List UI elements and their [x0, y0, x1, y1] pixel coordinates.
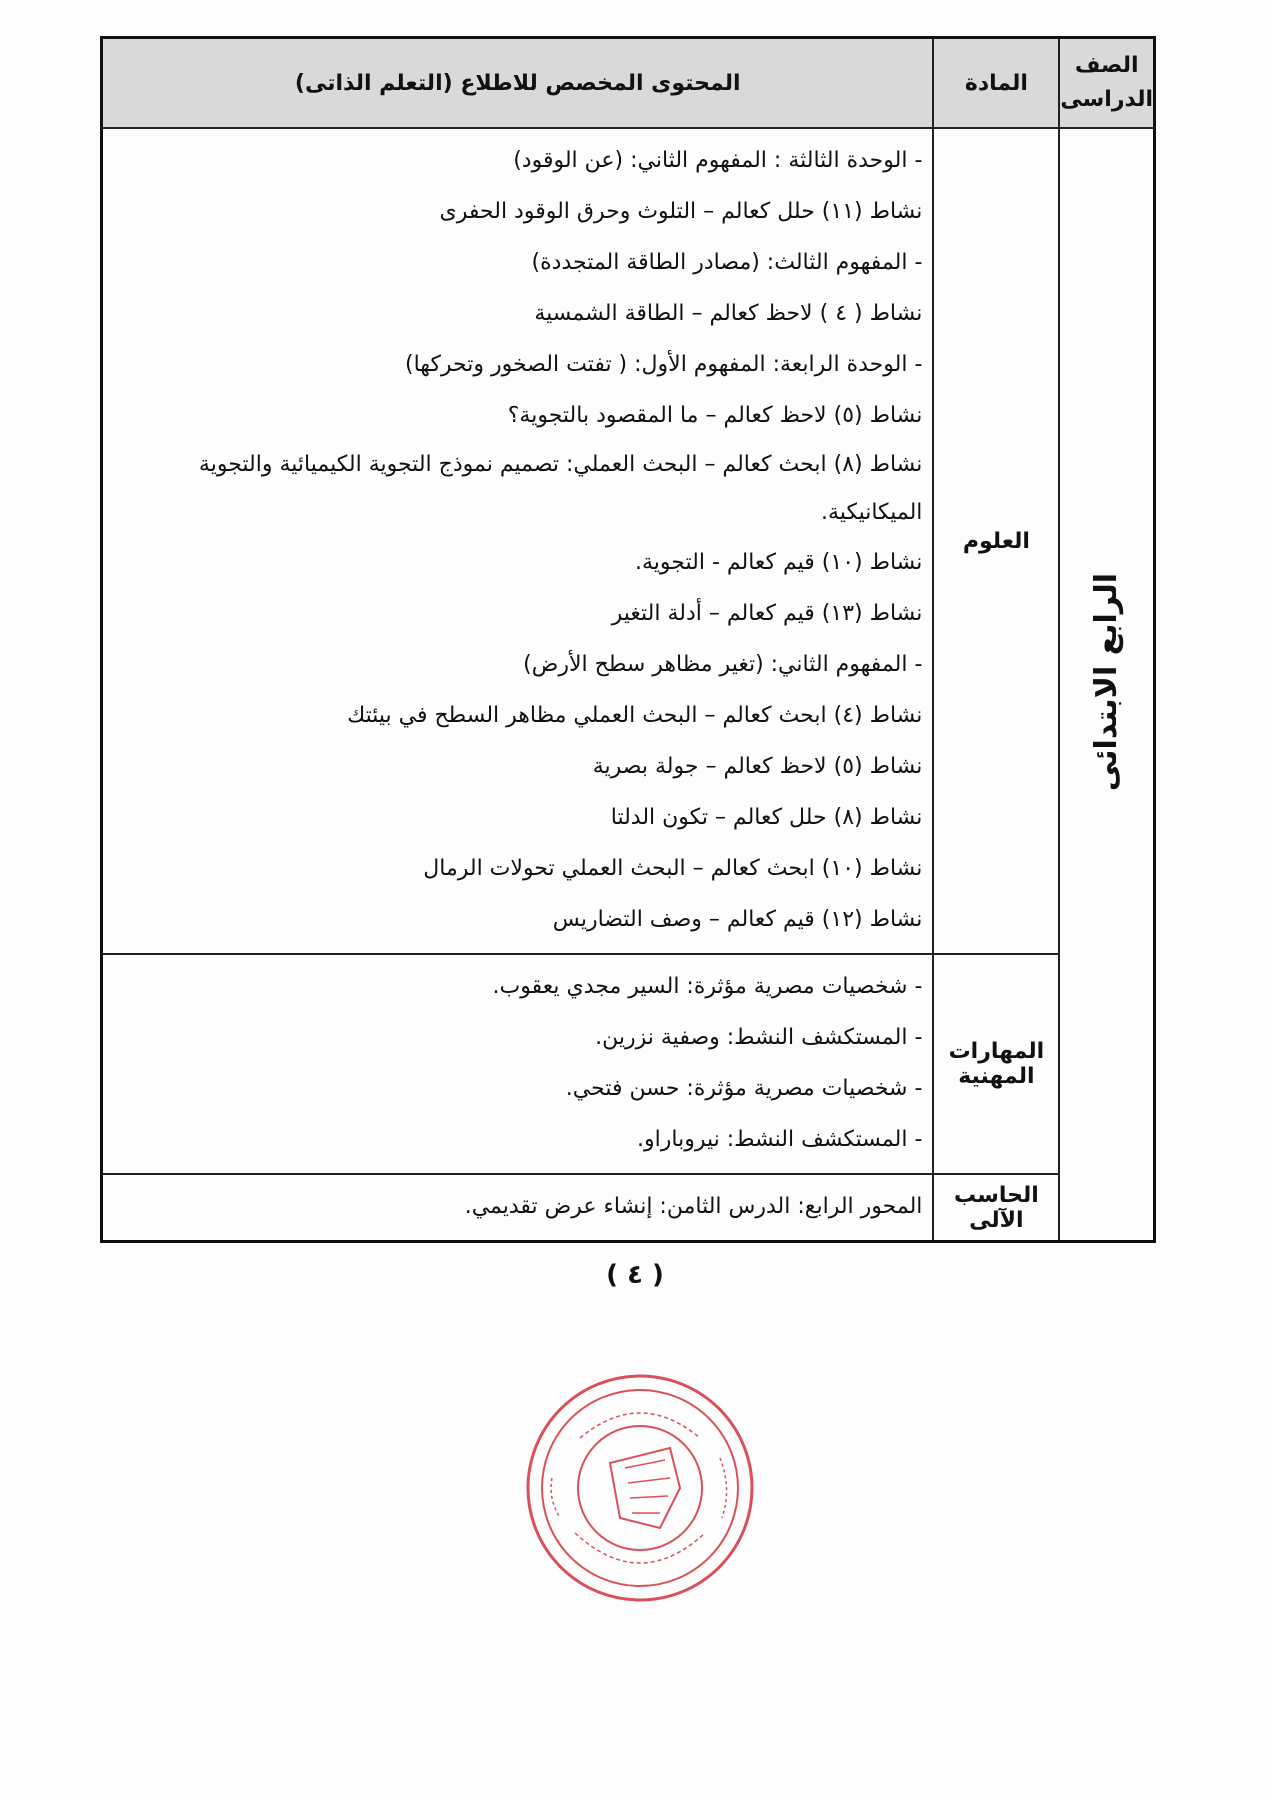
header-content: المحتوى المخصص للاطلاع (التعلم الذاتى) — [102, 38, 934, 129]
content-line: - الوحدة الثالثة : المفهوم الثاني: (عن الوقود) — [513, 148, 923, 173]
content-line: نشاط (٨) حلل كعالم – تكون الدلتا — [610, 805, 923, 830]
content-line: - المفهوم الثاني: (تغير مظاهر سطح الأرض) — [523, 652, 923, 677]
content-line: نشاط (١١) حلل كعالم – التلوث وحرق الوقود الحفرى — [439, 199, 923, 224]
table-row-skills — [102, 954, 1155, 1174]
table-header-row — [102, 38, 1155, 129]
content-line: - المستكشف النشط: نيروباراو. — [637, 1127, 923, 1152]
content-line: المحور الرابع: الدرس الثامن: إنشاء عرض تقديمي. — [464, 1194, 923, 1219]
content-line: - الوحدة الرابعة: المفهوم الأول: ( تفتت الصخور وتحركها) — [405, 352, 923, 377]
content-line: نشاط (١٠) قيم كعالم - التجوية. — [635, 550, 923, 575]
content-line: نشاط (١٠) ابحث كعالم – البحث العملي تحولات الرمال — [423, 856, 923, 881]
content-line: نشاط (٥) لاحظ كعالم – ما المقصود بالتجوية؟ — [507, 403, 923, 428]
grade-value: الرابع الابتدائى — [1089, 573, 1125, 792]
header-subject: المادة — [933, 38, 1059, 129]
subject-skills: المهارات المهنية — [933, 954, 1059, 1174]
subject-science: العلوم — [933, 128, 1059, 954]
official-seal-stamp — [520, 1368, 760, 1608]
content-line: نشاط ( ٤ ) لاحظ كعالم – الطاقة الشمسية — [534, 301, 923, 326]
content-line: - شخصيات مصرية مؤثرة: حسن فتحي. — [565, 1076, 923, 1101]
content-line: نشاط (٤) ابحث كعالم – البحث العملي مظاهر السطح في بيئتك — [347, 703, 923, 728]
content-computer — [102, 1174, 934, 1242]
content-line: نشاط (٥) لاحظ كعالم – جولة بصرية — [592, 754, 923, 779]
content-line: نشاط (١٢) قيم كعالم – وصف التضاريس — [552, 907, 923, 932]
subject-computer: الحاسب الآلى — [933, 1174, 1059, 1242]
content-line: - شخصيات مصرية مؤثرة: السير مجدي يعقوب. — [492, 974, 923, 999]
content-line: - المفهوم الثالث: (مصادر الطاقة المتجددة) — [531, 250, 923, 275]
header-grade: الصف الدراسى — [1059, 38, 1154, 129]
curriculum-table — [100, 36, 1156, 1243]
content-skills — [102, 954, 934, 1174]
content-line: نشاط (٨) ابحث كعالم – البحث العملي: تصميم نموذج التجوية الكيميائية والتجوية الميكانيكية. — [198, 452, 923, 525]
content-science — [102, 128, 934, 954]
content-line: نشاط (١٣) قيم كعالم – أدلة التغير — [611, 601, 923, 626]
page-number: ( ٤ ) — [606, 1260, 664, 1290]
table-row-science — [102, 128, 1155, 954]
grade-cell — [1059, 128, 1154, 1242]
content-line: - المستكشف النشط: وصفية نزرين. — [595, 1025, 923, 1050]
table-row-computer — [102, 1174, 1155, 1242]
